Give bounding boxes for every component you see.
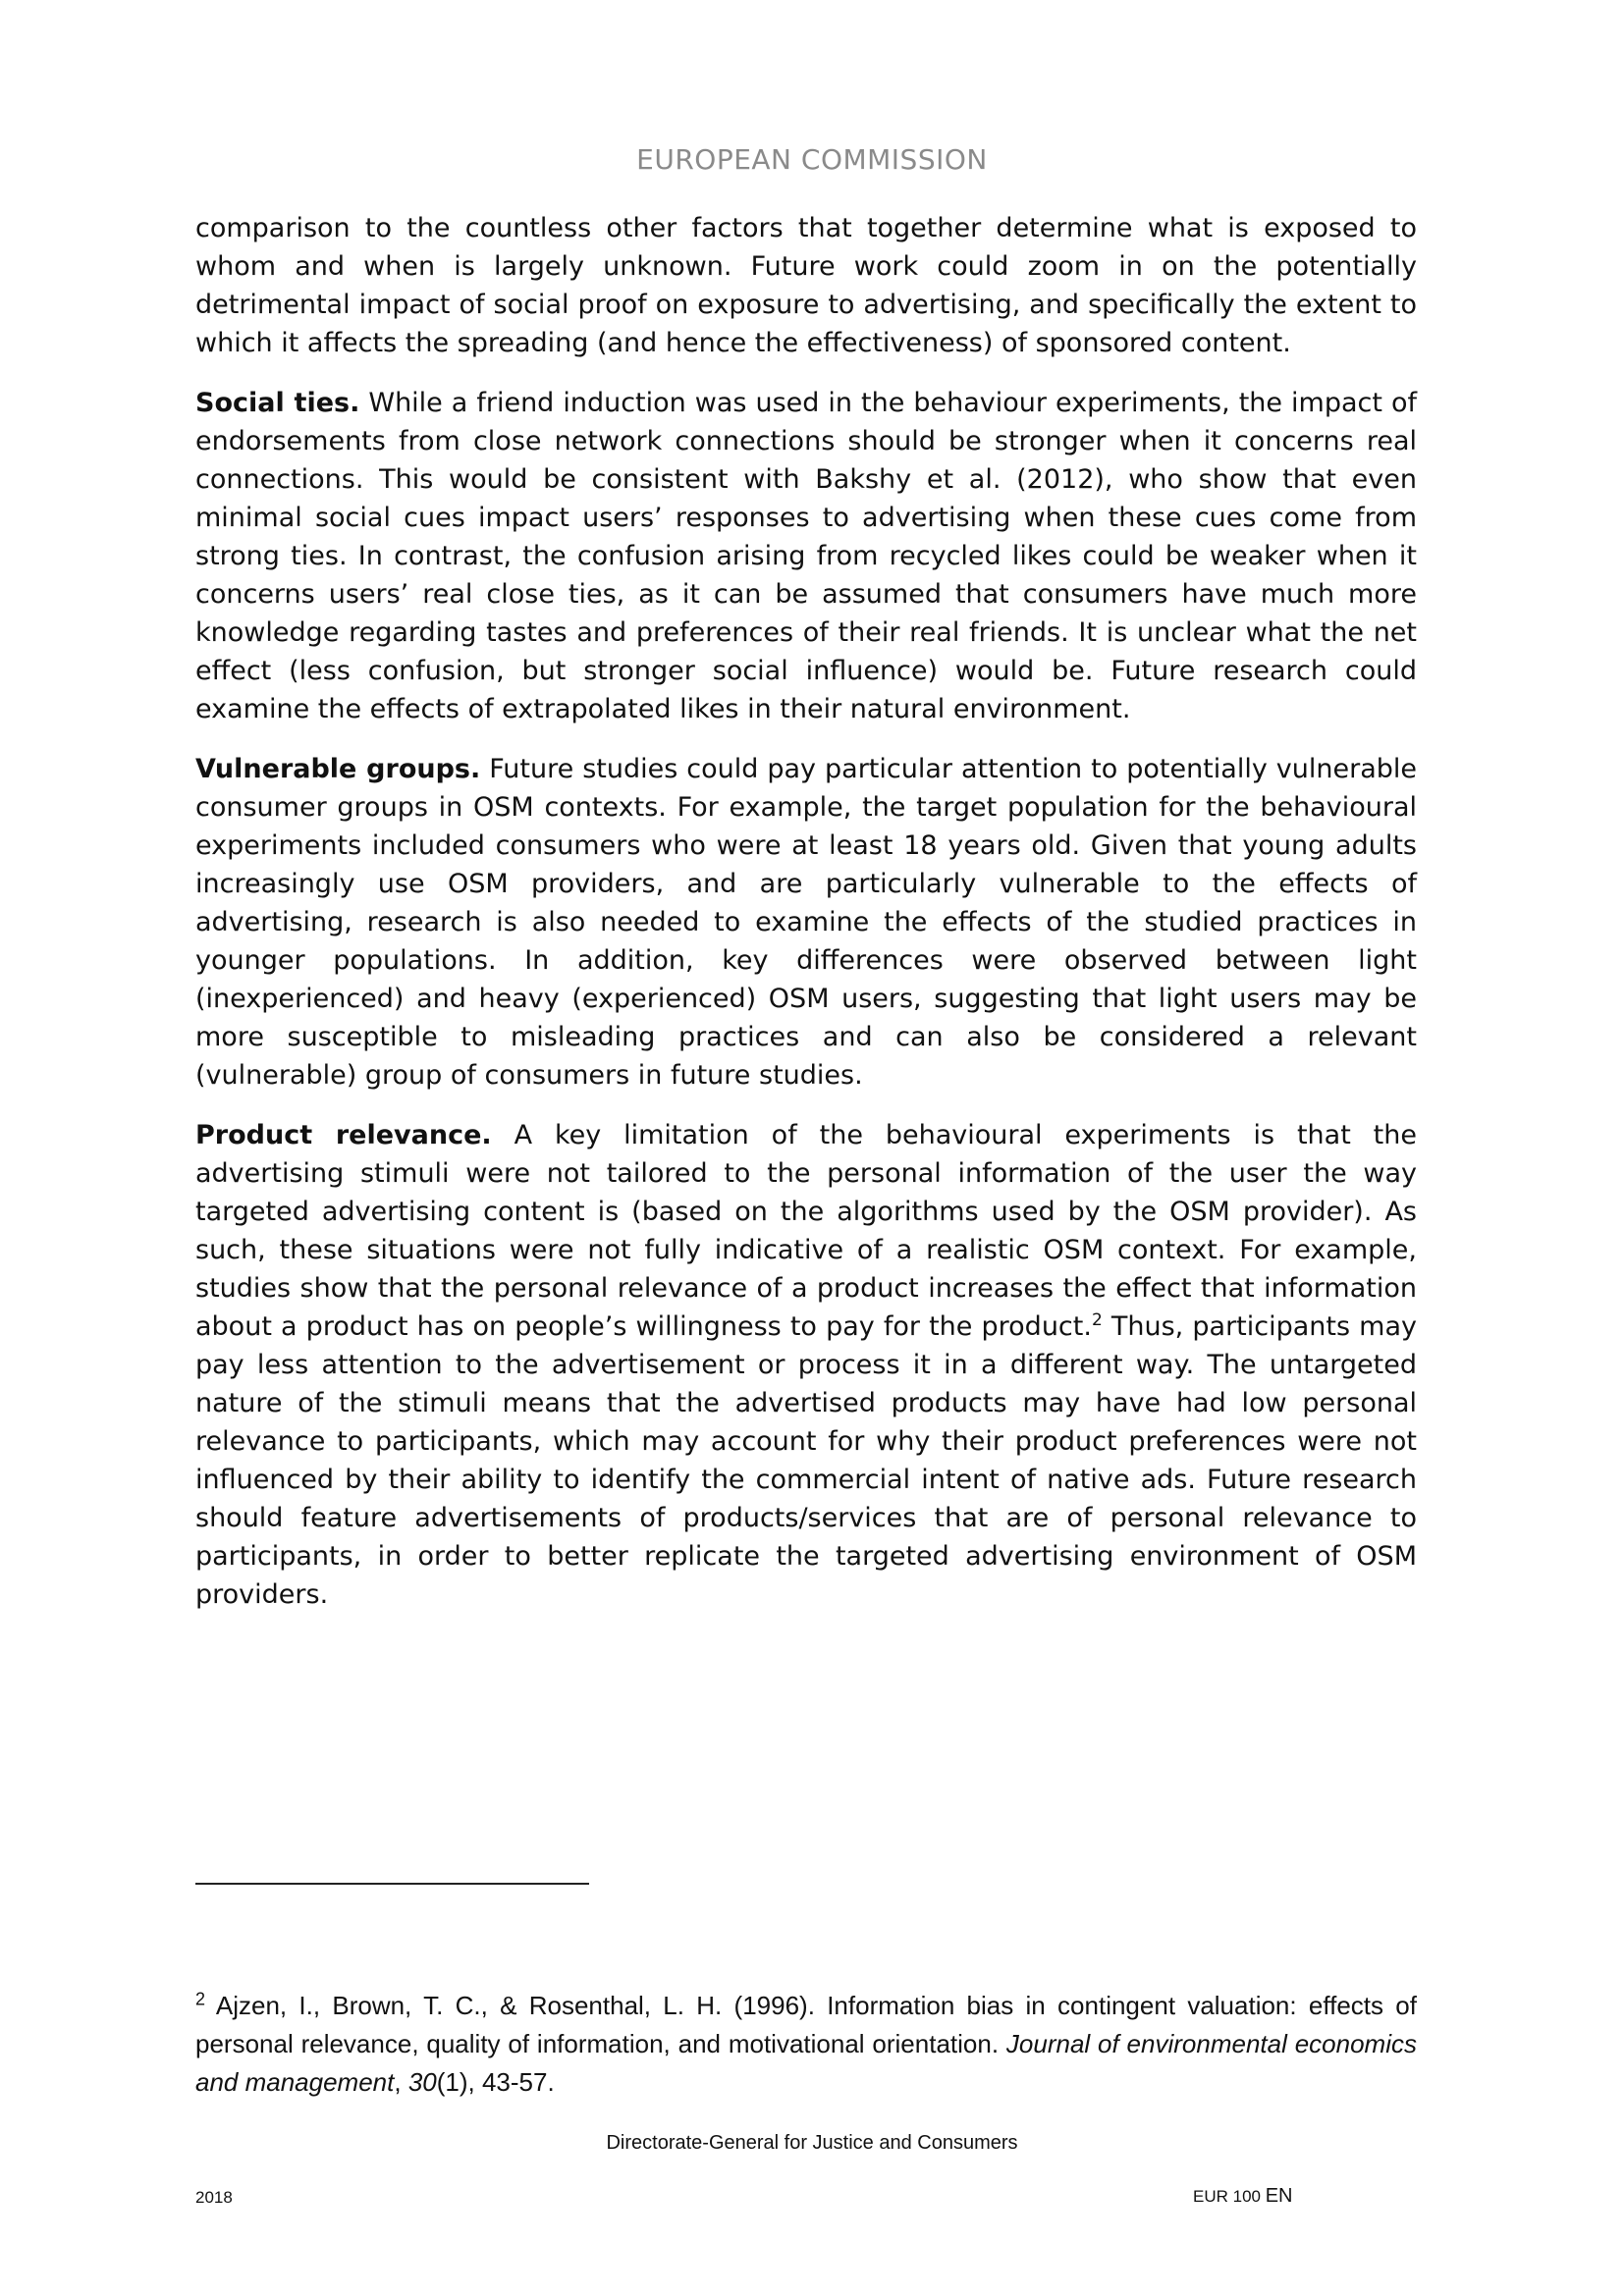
footnote bbox=[195, 1987, 1417, 2102]
run-in-heading-vulnerable-groups: Vulnerable groups. bbox=[195, 754, 481, 784]
run-in-heading-product-relevance: Product relevance. bbox=[195, 1120, 492, 1150]
footnote-pages: (1), 43-57. bbox=[436, 2067, 555, 2097]
paragraph-product-relevance bbox=[195, 1116, 1417, 1614]
paragraph-intro bbox=[195, 209, 1417, 362]
paragraph-vulnerable-groups bbox=[195, 750, 1417, 1095]
paragraph-text: Future studies could pay particular attention to potentially vulnerable consumer groups in OSM contexts. For example, the target population for the behavioural experiments included consumers who were at least 18 years old. Given that young adults increasingly use OSM providers, and are particularly vulnerable to the effects of advertising, research is also needed to examine the effects of the studied practices in younger populations. In addition, key differences were observed between light (inexperienced) and heavy (experienced) OSM users, suggesting that light users may be more susceptible to misleading practices and can also be considered a relevant (vulnerable) group of consumers in future studies. bbox=[195, 754, 1417, 1091]
paragraph-text: comparison to the countless other factors that together determine what is exposed to whom and when is largely unknown. Future work could zoom in on the potentially detrimental impact of social proof on exposure to advertising, and specifically the extent to which it affects the spreading (and hence the effectiveness) of sponsored content. bbox=[195, 213, 1417, 358]
paragraph-text: While a friend induction was used in the behaviour experiments, the impact of endorsements from close network connections should be stronger when it concerns real connections. This would be consistent with Bakshy et al. (2012), who show that even minimal social cues impact users’ responses to advertising when these cues come from strong ties. In contrast, the confusion arising from recycled likes could be weaker when it concerns users’ real close ties, as it can be assumed that consumers have much more knowledge regarding tastes and preferences of their real friends. It is unclear what the net effect (less confusion, but stronger social influence) would be. Future research could examine the effects of extrapolated likes in their natural environment. bbox=[195, 388, 1417, 724]
paragraph-social-ties bbox=[195, 384, 1417, 728]
paragraph-text: Thus, participants may pay less attention to the advertisement or process it in a different way. The untargeted nature of the stimuli means that the advertised products may have had low personal relevance to participants, which may account for why their product preferences were not influenced by their ability to identify the commercial intent of native ads. Future research should feature advertisements of products/services that are of personal relevance to participants, in order to better replicate the targeted advertising environment of OSM providers. bbox=[195, 1311, 1417, 1610]
footnote-number: 2 bbox=[195, 1989, 206, 2009]
run-in-heading-social-ties: Social ties. bbox=[195, 388, 360, 418]
footnote-reference[interactable]: 2 bbox=[1091, 1310, 1103, 1330]
footnote-journal: Journal of environmental economics and management bbox=[195, 2029, 1417, 2097]
footnote-volume: 30 bbox=[407, 2067, 437, 2097]
footer-language: EN bbox=[1265, 2185, 1293, 2207]
footnote-separator bbox=[195, 1883, 589, 1885]
footer-report-id bbox=[1193, 2185, 1293, 2208]
body-text bbox=[195, 209, 1417, 1635]
footer-directorate: Directorate-General for Justice and Consumers bbox=[606, 2132, 1018, 2154]
footer-year: 2018 bbox=[195, 2188, 233, 2207]
footnote-separator-comma: , bbox=[394, 2067, 408, 2097]
footnote-text: Ajzen, I., Brown, T. C., & Rosenthal, L. H. (1996). Information bias in contingent valuation: effects of personal relevance, quality of information, and motivational orientation. bbox=[195, 1991, 1417, 2058]
footer-report-number: EUR 100 bbox=[1193, 2187, 1266, 2206]
running-header: EUROPEAN COMMISSION bbox=[636, 143, 988, 176]
paragraph-text: A key limitation of the behavioural experiments is that the advertising stimuli were not tailored to the personal information of the user the way targeted advertising content is (based on the algorithms used by the OSM provider). As such, these situations were not fully indicative of a realistic OSM context. For example, studies show that the personal relevance of a product increases the effect that information about a product has on people’s willingness to pay for the product. bbox=[195, 1120, 1417, 1342]
